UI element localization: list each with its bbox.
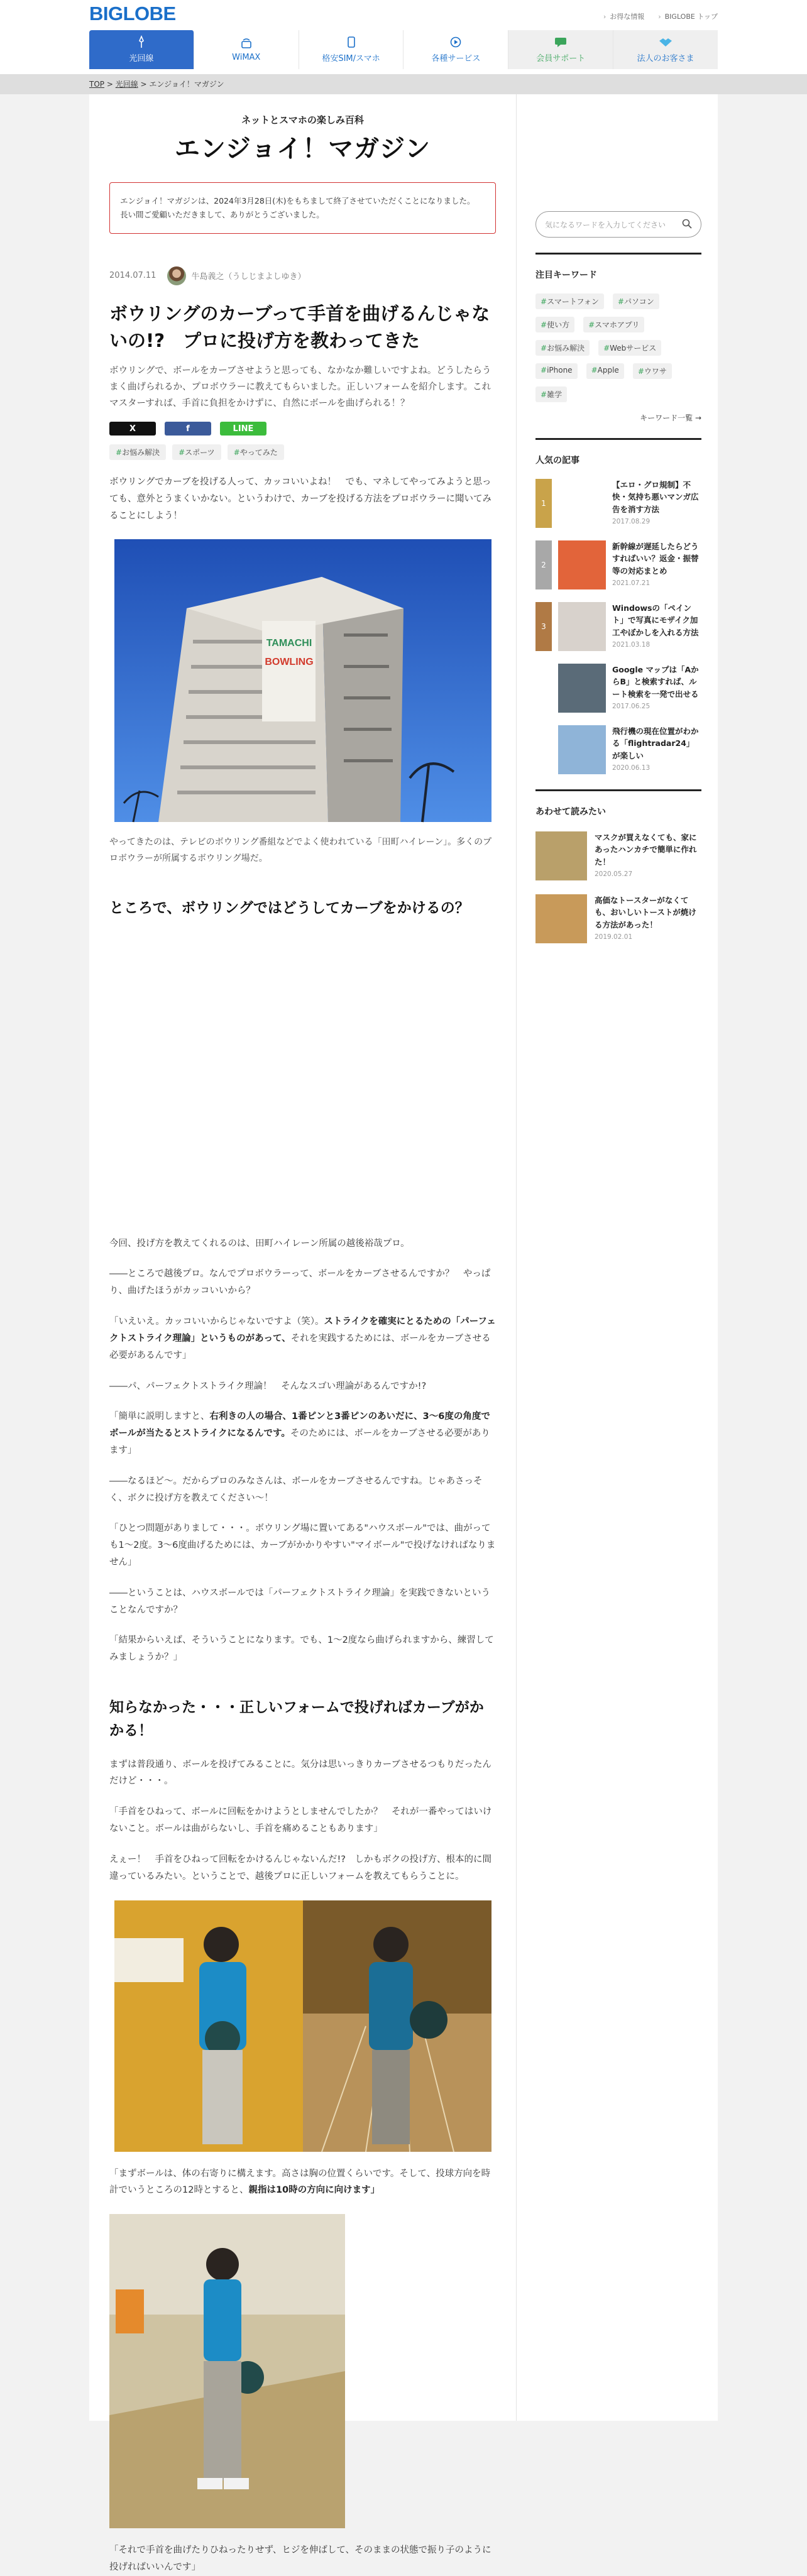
keyword-tag[interactable]: # Apple xyxy=(586,363,624,379)
notice-line: エンジョイ！マガジンは、2024年3月28日(木)をもちまして終了させていただくことになりました。 xyxy=(120,196,475,206)
text: 「簡単に説明しますと、 xyxy=(109,1411,210,1422)
fiber-icon xyxy=(134,36,148,48)
keyword-tag[interactable]: # Webサービス xyxy=(598,340,661,356)
popular-title: Windowsの「ペイント」で写真にモザイク加工やぼかしを入れる方法 xyxy=(612,603,699,637)
breadcrumb-bar xyxy=(0,74,807,94)
keyword-tag[interactable]: # ウワサ xyxy=(633,363,672,379)
svg-text:BOWLING: BOWLING xyxy=(264,657,314,668)
nav-business[interactable] xyxy=(613,30,718,69)
paragraph: 「結果からいえば、そういうことになります。でも、1〜2度なら曲げられますから、練習してみましょうか？」 xyxy=(109,1635,494,1663)
article-date: 2014.07.11 xyxy=(109,271,156,281)
popular-heading: 人気の記事 xyxy=(535,438,701,466)
article-lead: ボウリングで、ボールをカーブさせようと思っても、なかなか難しいですよね。どうしたらうまく曲げられるか、プロボウラーに教えてもらいました。正しいフォームを紹介します。これマスターすれば、手首に負担をかけずに、自然にボールを曲げられる！？ xyxy=(109,365,491,408)
keyword-tag[interactable]: # お悩み解決 xyxy=(535,340,590,356)
paragraph: ――パ、パーフェクトストライク理論！ そんなスゴい理論があるんですか!? xyxy=(109,1381,427,1391)
article-title: ボウリングのカーブって手首を曲げるんじゃないの!? プロに投げ方を教わってきた xyxy=(109,302,490,352)
deals-link[interactable]: › お得な情報 xyxy=(603,11,644,21)
keyword-list-link[interactable] xyxy=(535,412,701,423)
text: それを実践するためには、ボールをカーブさせる必要があるんです」 xyxy=(109,1333,491,1361)
sidebar xyxy=(517,94,718,2421)
author[interactable] xyxy=(167,266,305,285)
article-thumbnail xyxy=(558,664,606,713)
nav-label: 格安SIM/スマホ xyxy=(322,53,380,63)
breadcrumb-top[interactable]: TOP xyxy=(89,80,105,89)
related-heading: あわせて読みたい xyxy=(535,789,701,818)
article-thumbnail xyxy=(558,479,606,528)
site-header xyxy=(0,0,807,74)
popular-date: 2021.07.21 xyxy=(612,579,651,588)
popular-title: 飛行機の現在位置がわかる「flightradar24」が楽しい xyxy=(612,726,699,760)
arrow-right-icon: → xyxy=(694,414,701,422)
nav-label: WiMAX xyxy=(232,52,261,62)
author-avatar xyxy=(167,266,186,285)
keyword-list xyxy=(535,293,701,402)
related-article[interactable] xyxy=(535,831,701,880)
nav-fiber[interactable] xyxy=(89,30,194,69)
rank-badge: 2 xyxy=(535,540,552,589)
article-meta xyxy=(109,266,496,285)
bowler-swing-photo xyxy=(109,2214,345,2528)
rank-badge: 3 xyxy=(535,602,552,651)
article-column xyxy=(89,94,517,2572)
magazine-subtitle: ネットとスマホの楽しみ百科 xyxy=(241,114,364,126)
emphasis: ストライクを確実にとるための「パーフェクトストライク理論」というものがあって、 xyxy=(109,1317,496,1344)
keywords-heading: 注目キーワード xyxy=(535,253,701,281)
share-facebook-button[interactable] xyxy=(165,422,211,436)
related-date: 2019.02.01 xyxy=(595,933,633,941)
biglobe-logo[interactable]: BIGLOBE xyxy=(89,3,176,25)
closure-notice xyxy=(109,182,496,234)
popular-date: 2017.06.25 xyxy=(612,703,651,711)
section-heading: 知らなかった・・・正しいフォームで投げればカーブがかかる！ xyxy=(109,1699,484,1739)
magazine-title[interactable]: エンジョイ！マガジン xyxy=(174,134,431,163)
rank-badge xyxy=(535,664,552,713)
popular-article[interactable] xyxy=(535,540,701,589)
text: 「まずボールは、体の右寄りに構えます。高さは胸の位置くらいです。そして、投球方向を時計でいうところの12時とすると、 xyxy=(109,2168,491,2196)
bowler-stance-photos xyxy=(114,1900,491,2152)
tag[interactable]: # やってみた xyxy=(228,444,284,460)
router-icon xyxy=(239,38,253,49)
nav-label: 光回線 xyxy=(129,53,154,63)
keyword-list-label: キーワード一覧 xyxy=(640,414,693,422)
paragraph: ――ところで越後プロ。なんでプロボウラーって、ボールをカーブさせるんですか？ やっぱり、曲げたほうがカッコいいから？ xyxy=(109,1269,491,1296)
popular-article[interactable] xyxy=(535,479,701,528)
tag[interactable]: # お悩み解決 xyxy=(109,444,166,460)
author-name: 牛島義之（うしじまよしゆき） xyxy=(191,272,306,282)
paragraph: 「手首をひねって、ボールに回転をかけようとしませんでしたか？ それが一番やってはいけないこと。ボールは曲がらないし、手首を痛めることもあります」 xyxy=(109,1807,492,1834)
search-placeholder: 気になるワードを入力してください xyxy=(545,220,666,229)
article-thumbnail xyxy=(558,725,606,774)
biglobe-top-link[interactable]: › BIGLOBE トップ xyxy=(658,11,718,21)
paragraph xyxy=(109,1313,496,1364)
paragraph: 今回、投げ方を教えてくれるのは、田町ハイレーン所属の越後裕哉プロ。 xyxy=(109,1238,410,1249)
text: そのためには、ボールをカーブさせる必要があります」 xyxy=(109,1428,490,1455)
breadcrumb: TOP > 光回線 > エンジョイ！マガジン xyxy=(89,80,224,89)
keyword-tag[interactable]: # パソコン xyxy=(613,293,659,309)
main-nav xyxy=(89,30,718,69)
breadcrumb-fiber[interactable]: 光回線 xyxy=(115,80,138,89)
keyword-tag[interactable]: # スマートフォン xyxy=(535,293,604,309)
related-article[interactable] xyxy=(535,894,701,943)
paragraph: ――なるほど〜。だからプロのみなさんは、ボールをカーブさせるんですね。じゃあさっそく、ボクに投げ方を教えてください〜！ xyxy=(109,1476,483,1503)
paragraph xyxy=(109,1408,496,1459)
popular-article[interactable] xyxy=(535,725,701,774)
nav-label: 各種サービス xyxy=(431,53,481,63)
line-icon: LINE xyxy=(233,424,254,434)
rank-badge: 1 xyxy=(535,479,552,528)
share-buttons xyxy=(109,422,496,436)
article-thumbnail xyxy=(535,831,587,880)
popular-date: 2020.06.13 xyxy=(612,764,651,772)
article-tags xyxy=(109,444,496,460)
keyword-tag[interactable]: # 雑学 xyxy=(535,386,567,402)
paragraph: えぇー！ 手首をひねって回転をかけるんじゃないんだ!? しかもボクの投げ方、根本的に間違っているみたい。ということで、越後プロに正しいフォームを教えてもらうことに。 xyxy=(109,1854,492,1882)
keyword-tag[interactable]: # スマホアプリ xyxy=(583,317,644,332)
text: 「いえいえ。カッコいいからじゃないですよ（笑）。 xyxy=(109,1317,324,1327)
paragraph: まずは普段通り、ボールを投げてみることに。気分は思いっきりカーブさせるつもりだったんだけど・・・。 xyxy=(109,1759,491,1787)
nav-label: 法人のお客さま xyxy=(637,53,694,63)
related-title: マスクが買えなくても、家にあったハンカチで簡単に作れた！ xyxy=(595,833,697,867)
paragraph: ――ということは、ハウスボールでは「パーフェクトストライク理論」を実践できないということなんですか？ xyxy=(109,1587,490,1615)
search-icon[interactable] xyxy=(682,219,692,231)
nav-wimax[interactable] xyxy=(194,30,299,69)
related-date: 2020.05.27 xyxy=(595,870,633,879)
chat-icon xyxy=(554,36,568,48)
popular-article[interactable] xyxy=(535,602,701,651)
paragraph: ボウリングでカーブを投げる人って、カッコいいよね！ でも、マネしてやってみようと思っても、意外とうまくいかない。というわけで、カーブを投げる方法をプロボウラーに聞いてみることにしよう！ xyxy=(109,477,491,521)
popular-date: 2021.03.18 xyxy=(612,641,651,649)
photo-caption: やってきたのは、テレビのボウリング番組などでよく使われている「田町ハイレーン」。多くのプロボウラーが所属するボウリング場だ。 xyxy=(109,837,492,863)
breadcrumb-current: エンジョイ！マガジン xyxy=(149,80,224,89)
nav-label: 会員サポート xyxy=(536,53,586,63)
article-thumbnail xyxy=(558,540,606,589)
paragraph xyxy=(109,2166,496,2200)
nav-sim[interactable] xyxy=(299,30,404,69)
bowling-building-photo xyxy=(114,539,491,822)
paragraph: 「それで手首を曲げたりひねったりせず、ヒジを伸ばして、そのままの状態で振り子のように投げればいいんです」 xyxy=(109,2545,491,2572)
search-input[interactable] xyxy=(535,211,701,238)
nav-services[interactable] xyxy=(404,30,508,69)
play-icon xyxy=(449,36,463,48)
popular-title: 【エロ・グロ規制】不快・気持ち悪いマンガ広告を消す方法 xyxy=(612,480,699,514)
keyword-tag[interactable]: # iPhone xyxy=(535,363,578,379)
top-links xyxy=(603,11,718,21)
popular-date: 2017.08.29 xyxy=(612,518,651,526)
tag[interactable]: # スポーツ xyxy=(172,444,221,460)
svg-text:TAMACHI: TAMACHI xyxy=(266,638,312,649)
emphasis: 親指は10時の方向に向けます」 xyxy=(248,2185,380,2196)
x-icon: X xyxy=(129,424,136,434)
popular-article[interactable] xyxy=(535,664,701,713)
share-line-button[interactable] xyxy=(220,422,266,436)
nav-support[interactable] xyxy=(508,30,613,69)
handshake-icon xyxy=(659,36,672,48)
section-heading: ところで、ボウリングではどうしてカーブをかけるの？ xyxy=(109,899,469,916)
smartphone-icon xyxy=(344,36,358,48)
rank-badge xyxy=(535,725,552,774)
article-thumbnail xyxy=(535,894,587,943)
embedded-video-area[interactable] xyxy=(109,920,496,1222)
share-x-button[interactable] xyxy=(109,422,156,436)
keyword-tag[interactable]: # 使い方 xyxy=(535,317,574,332)
facebook-icon: f xyxy=(186,424,190,434)
notice-line: 長い間ご愛顧いただきまして、ありがとうございました。 xyxy=(120,209,324,219)
article-thumbnail xyxy=(558,602,606,651)
paragraph: 「ひとつ問題がありまして・・・。ボウリング場に置いてある"ハウスボール"では、曲がっても1〜2度。3〜6度曲げるためには、カーブがかかりやすい"マイボール"で投げなければなりません」 xyxy=(109,1523,496,1568)
related-title: 高価なトースターがなくても、おいしいトーストが焼ける方法があった！ xyxy=(595,896,696,929)
emphasis: 右利きの人の場合、1番ピンと3番ピンのあいだに、3〜6度の角度でボールが当たるとストライクになるんです。 xyxy=(109,1411,490,1439)
popular-title: 新幹線が遅延したらどうすればいい？返金・振替等の対応まとめ xyxy=(612,542,699,576)
popular-title: Google マップは「AからB」と検索すれば、ルート検索を一発で出せる xyxy=(612,665,699,699)
